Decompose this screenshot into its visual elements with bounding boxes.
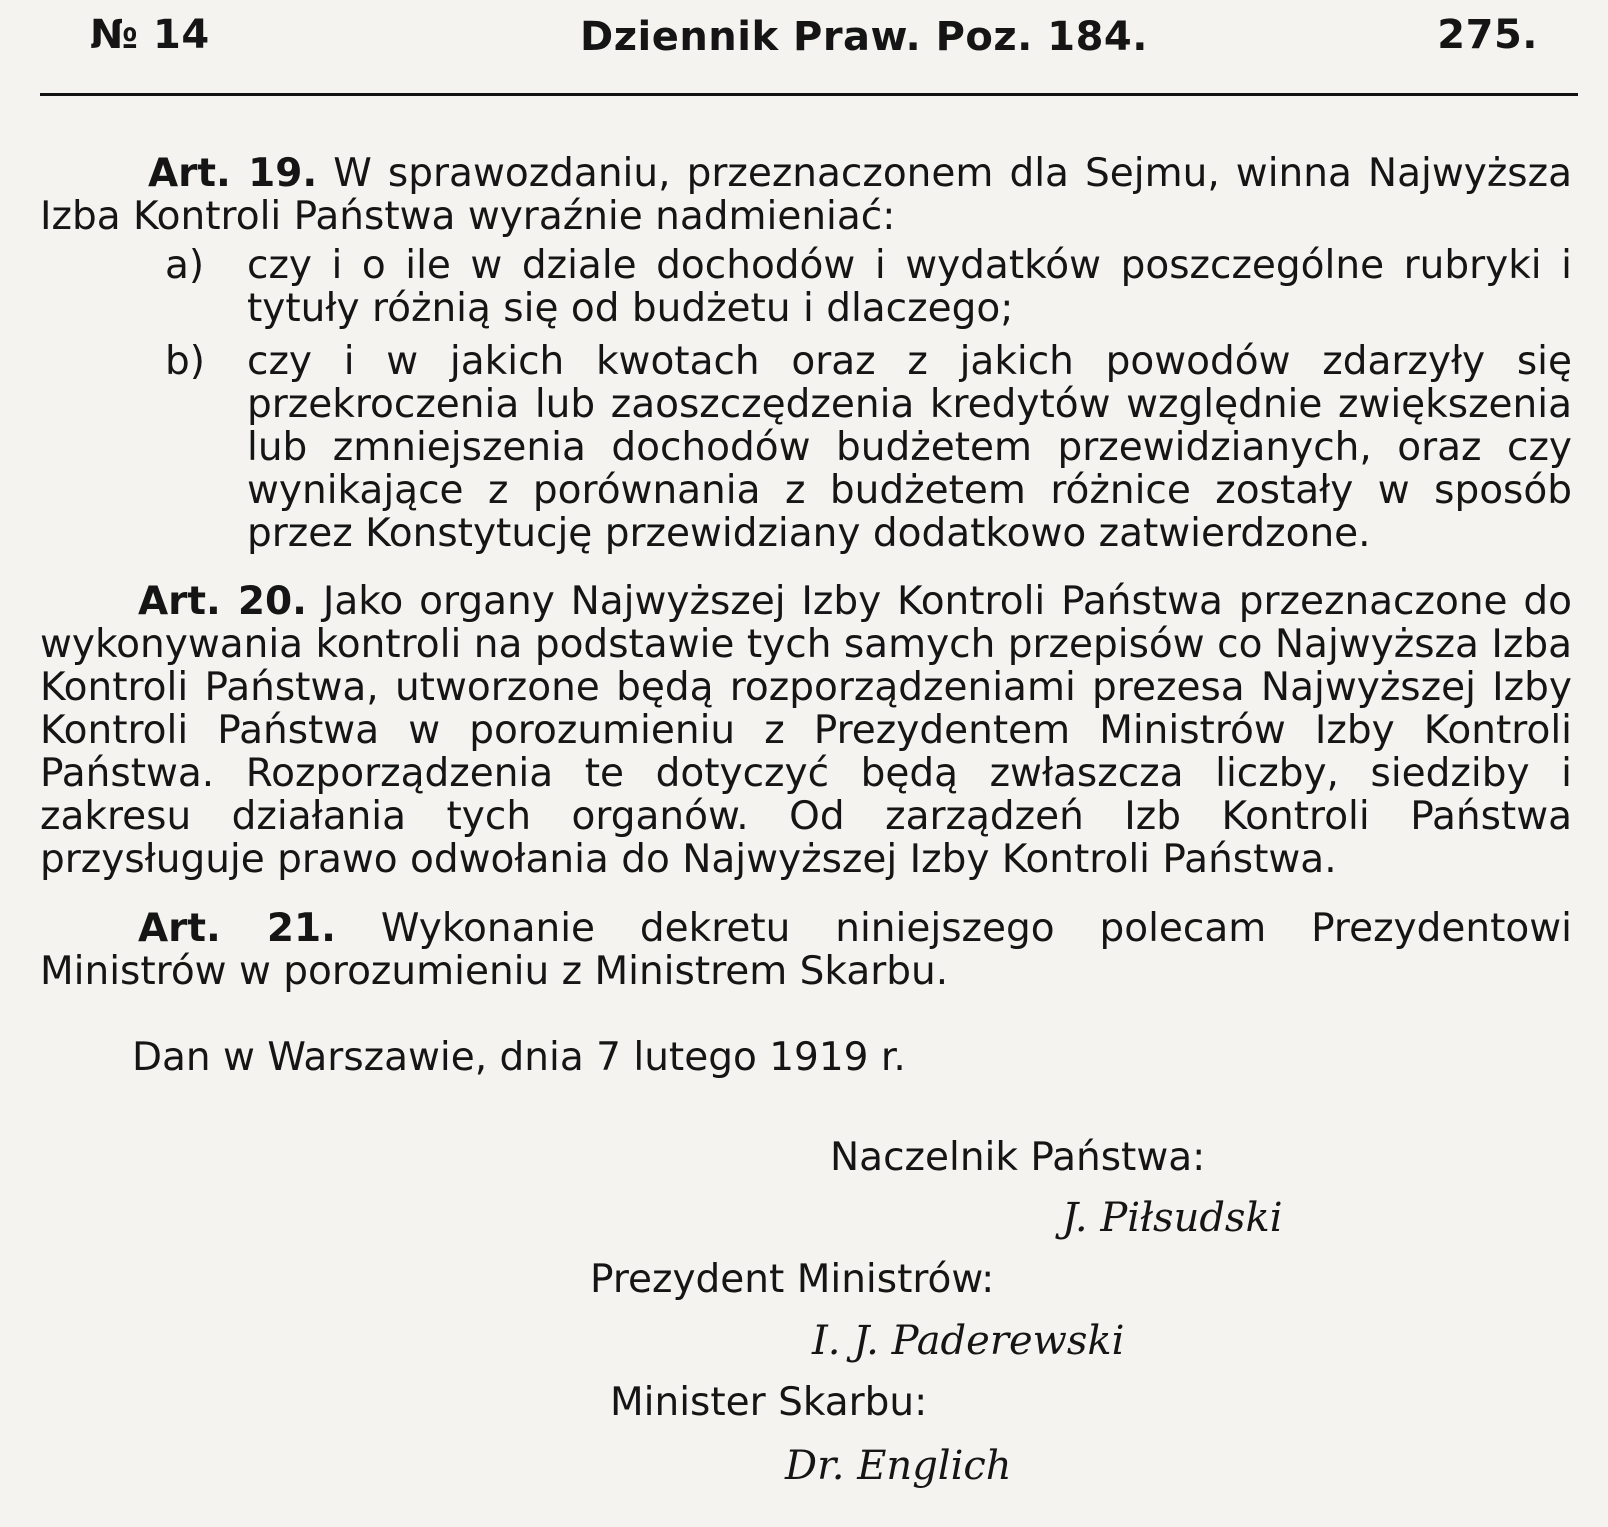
signature-englich: Dr. Englich — [785, 1443, 1012, 1489]
signatory-title-treasury-minister: Minister Skarbu: — [610, 1380, 928, 1425]
page-header — [40, 8, 1578, 68]
article-20-label: Art. 20. — [138, 579, 307, 624]
item-a-text: czy i o ile w dziale dochodów i wydatków poszczególne rubryki i tytuły różnią się od budżetu i dlaczego; — [247, 243, 1572, 331]
item-b-text: czy i w jakich kwotach oraz z jakich powodów zdarzyły się przekroczenia lub zaoszczędzenia kredytów względnie zwiększenia lub zmniejszenia dochodów budżetem przewidzianych, oraz czy wynikające z porównania z budżetem różnice zostały w sposób przez Konstytucję przewidziany dodatkowo zatwierdzone. — [247, 339, 1572, 556]
date-place-line: Dan w Warszawie, dnia 7 lutego 1919 r. — [132, 1035, 906, 1080]
article-21 — [40, 907, 1572, 993]
signature-pilsudski: J. Piłsudski — [1062, 1195, 1283, 1241]
signature-paderewski: I. J. Paderewski — [812, 1318, 1125, 1364]
article-21-text: Wykonanie dekretu niniejszego polecam Prezydentowi Ministrów w porozumieniu z Ministrem Skarbu. — [40, 906, 1572, 994]
page-number: 275. — [1437, 12, 1538, 58]
journal-title: Dziennik Praw. Poz. 184. — [580, 14, 1148, 60]
header-divider — [40, 93, 1578, 96]
article-21-label: Art. 21. — [138, 906, 336, 951]
article-19 — [40, 152, 1572, 238]
article-20 — [40, 580, 1572, 881]
signatory-title-prime-minister: Prezydent Ministrów: — [590, 1257, 995, 1302]
article-19-label: Art. 19. — [148, 151, 318, 196]
article-20-text: Jako organy Najwyższej Izby Kontroli Państwa przeznaczone do wykonywania kontroli na podstawie tych samych przepisów co Najwyższa Izba Kontroli Państwa, utworzone będą rozporządzeniami prezesa Najwyższej Izby Kontroli Państwa w porozumieniu z Prezydentem Ministrów Izby Kontroli Państwa. Rozporządzenia te dotyczyć będą zwłaszcza liczby, siedziby i zakresu działania tych organów. Od zarządzeń Izb Kontroli Państwa przysługuje prawo odwołania do Najwyższej Izby Kontroli Państwa. — [40, 579, 1572, 882]
item-b-mark: b) — [165, 339, 205, 384]
issue-number: № 14 — [90, 12, 210, 58]
article-19-text: W sprawozdaniu, przeznaczonem dla Sejmu, winna Najwyższa Izba Kontroli Państwa wyraźnie nadmieniać: — [40, 151, 1572, 239]
item-a-mark: a) — [165, 243, 205, 288]
signatory-title-head-of-state: Naczelnik Państwa: — [830, 1135, 1206, 1180]
